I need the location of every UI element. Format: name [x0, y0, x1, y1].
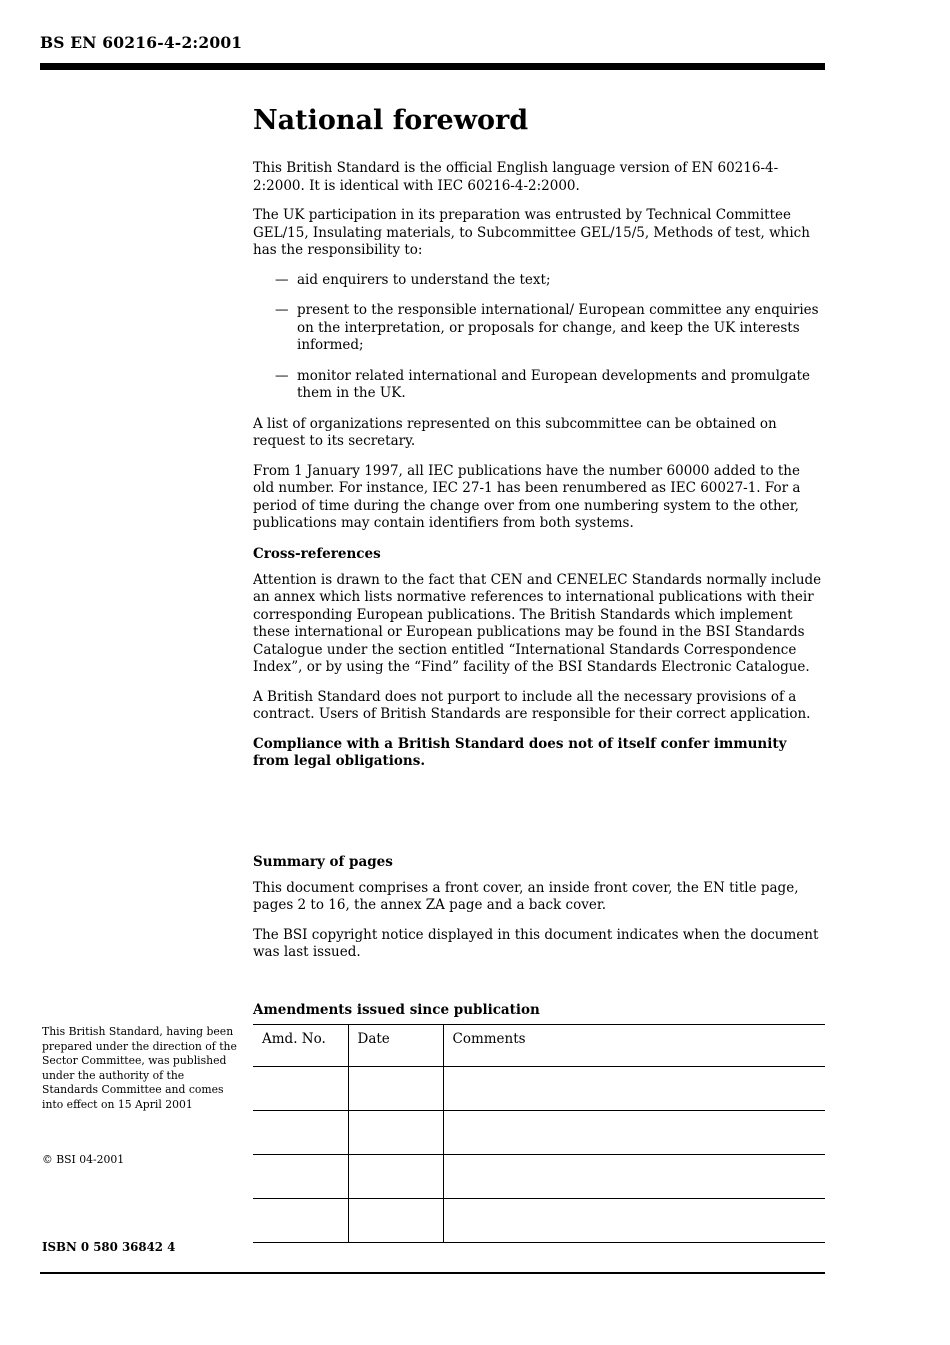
- list-item-text: monitor related international and European developments and promulgate them in the UK.: [297, 367, 810, 401]
- table-cell: [443, 1110, 825, 1154]
- em-dash-bullet: —: [275, 271, 289, 288]
- publication-note: This British Standard, having been prepared under the direction of the Sector Committee, was published under the authority of the Standards Committee and comes into effect on 15 April 2001: [42, 1025, 237, 1111]
- responsibilities-list: [253, 272, 825, 403]
- list-item: [253, 272, 825, 290]
- table-cell: [253, 1066, 348, 1110]
- table-cell: [348, 1066, 443, 1110]
- table-cell: [443, 1066, 825, 1110]
- table-cell: [253, 1110, 348, 1154]
- table-cell: [253, 1154, 348, 1198]
- table-row: [253, 1110, 825, 1154]
- paragraph-participation: The UK participation in its preparation was entrusted by Technical Committee GEL/15, Insulating materials, to Subcommittee GEL/15/5, Methods of test, which has the responsibility to:: [253, 207, 810, 258]
- paragraph-copyright-notice: The BSI copyright notice displayed in this document indicates when the document was last issued.: [253, 926, 819, 960]
- paragraph-version: This British Standard is the official English language version of EN 60216-4-2:2000. It is identical with IEC 60216-4-2:2000.: [253, 160, 779, 194]
- amendments-table: [253, 1024, 825, 1243]
- em-dash-bullet: —: [275, 367, 289, 384]
- amendments-heading: Amendments issued since publication: [253, 1001, 540, 1018]
- cross-references-heading: Cross-references: [253, 545, 381, 562]
- table-header-cell-comments: Comments: [443, 1024, 825, 1066]
- bottom-rule: [40, 1272, 825, 1274]
- table-cell: [348, 1110, 443, 1154]
- table-header-row: [253, 1024, 825, 1066]
- paragraph-pages: This document comprises a front cover, an inside front cover, the EN title page, pages 2 to 16, the annex ZA page and a back cover.: [253, 879, 799, 913]
- summary-of-pages-heading: Summary of pages: [253, 853, 393, 870]
- list-item: [253, 368, 825, 403]
- isbn: ISBN 0 580 36842 4: [42, 1240, 176, 1254]
- table-cell: [348, 1154, 443, 1198]
- paragraph-numbering: From 1 January 1997, all IEC publications have the number 60000 added to the old number. For instance, IEC 27-1 has been renumbered as IEC 60027-1. For a period of time during the change over from one numbering system to the other, publications may contain identifiers from both systems.: [253, 462, 801, 531]
- paragraph-organizations: A list of organizations represented on this subcommittee can be obtained on request to its secretary.: [253, 415, 777, 449]
- table-cell: [443, 1154, 825, 1198]
- table-cell: [348, 1198, 443, 1242]
- page-title: National foreword: [253, 105, 529, 136]
- header-rule: [40, 63, 825, 70]
- em-dash-bullet: —: [275, 302, 289, 318]
- table-row: [253, 1154, 825, 1198]
- table-row: [253, 1198, 825, 1242]
- main-content: [253, 95, 825, 1243]
- list-item-text: present to the responsible international/ European committee any enquiries on the interpretation, or proposals for change, and keep the UK interests informed;: [297, 302, 819, 353]
- compliance-note: Compliance with a British Standard does not of itself confer immunity from legal obligations.: [253, 735, 787, 769]
- paragraph-cross-references: Attention is drawn to the fact that CEN and CENELEC Standards normally include an annex which lists normative references to international publications with their corresponding European publications. The British Standards which implement these international or European publications may be found in the BSI Standards Catalogue under the section entitled “International Standards Correspondence Index”, or by using the “Find” facility of the BSI Standards Electronic Catalogue.: [253, 571, 822, 675]
- list-item-text: aid enquirers to understand the text;: [297, 271, 551, 288]
- doc-reference: BS EN 60216-4-2:2001: [40, 33, 243, 52]
- table-cell: [443, 1198, 825, 1242]
- copyright-notice: © BSI 04-2001: [42, 1153, 125, 1166]
- table-header-cell-amd-no: Amd. No.: [253, 1024, 348, 1066]
- table-row: [253, 1066, 825, 1110]
- table-header-cell-date: Date: [348, 1024, 443, 1066]
- paragraph-contract: A British Standard does not purport to include all the necessary provisions of a contract. Users of British Standards are responsible for their correct application.: [253, 688, 811, 722]
- table-cell: [253, 1198, 348, 1242]
- list-item: [253, 302, 825, 355]
